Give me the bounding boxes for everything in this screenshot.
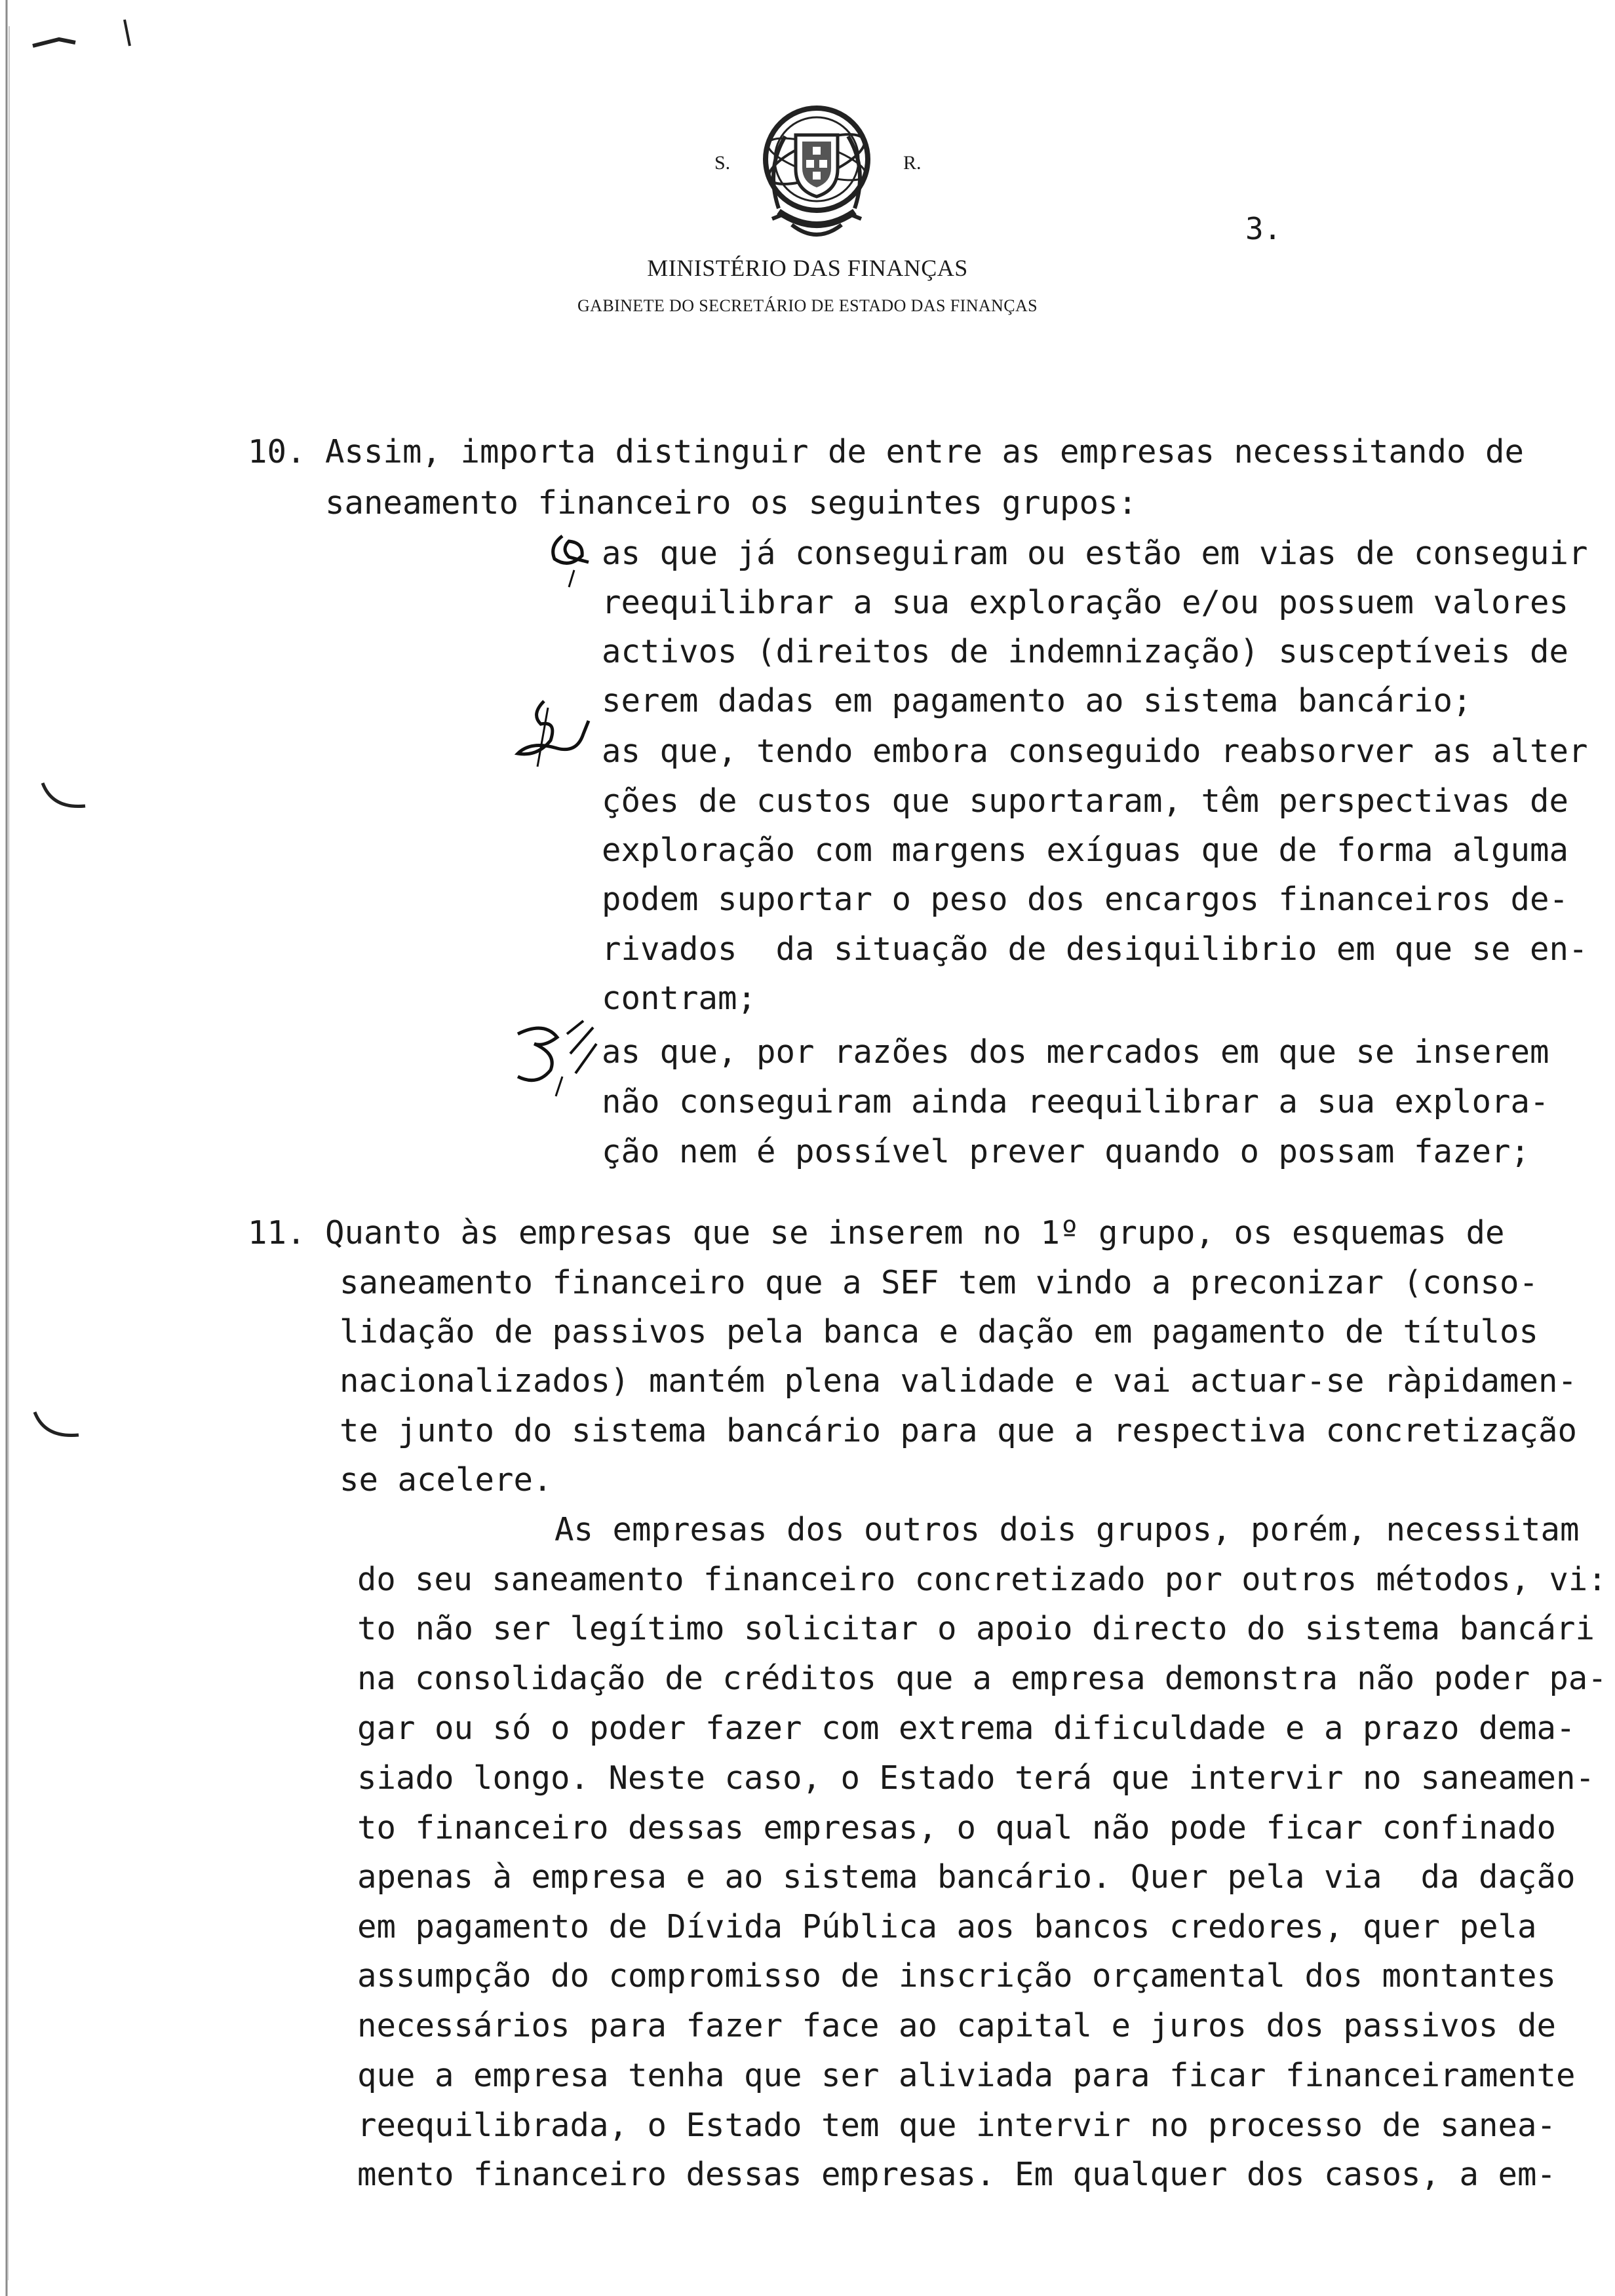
item-b-line: podem suportar o peso dos encargos financeiros de- bbox=[602, 881, 1569, 918]
item-c-line: não conseguiram ainda reequilibrar a sua explora- bbox=[602, 1083, 1549, 1120]
paragraph-11b-line: que a empresa tenha que ser aliviada para ficar financeiramente bbox=[357, 2057, 1576, 2094]
paragraph-11-line: saneamento financeiro que a SEF tem vindo a preconizar (conso- bbox=[340, 1264, 1539, 1301]
paragraph-11b-line: apenas à empresa e ao sistema bancário. Quer pela via da dação bbox=[357, 1858, 1576, 1896]
paragraph-10-line: saneamento financeiro os seguintes grupos: bbox=[248, 484, 1138, 522]
item-b-line: ções de custos que suportaram, têm perspectivas de bbox=[602, 782, 1569, 820]
corner-marks bbox=[26, 13, 157, 66]
item-a-line: reequilibrar a sua exploração e/ou possuem valores bbox=[602, 584, 1569, 621]
paragraph-11b-line: mento financeiro dessas empresas. Em qualquer dos casos, a em- bbox=[357, 2156, 1557, 2193]
page-number: 3. bbox=[1245, 211, 1282, 246]
paragraph-11-line: lidação de passivos pela banca e dação em pagamento de títulos bbox=[340, 1313, 1539, 1350]
paragraph-11b-line: to financeiro dessas empresas, o qual não pode ficar confinado bbox=[357, 1809, 1557, 1846]
item-c-line: ção nem é possível prever quando o possam fazer; bbox=[602, 1133, 1530, 1170]
punch-mark bbox=[39, 780, 92, 819]
item-a-line: as que já conseguiram ou estão em vias de conseguir bbox=[602, 535, 1588, 572]
paragraph-10-line: 10. Assim, importa distinguir de entre as empresas necessitando de bbox=[248, 433, 1525, 470]
item-b-line: exploração com margens exíguas que de forma alguma bbox=[602, 832, 1569, 869]
ministry-title: MINISTÉRIO DAS FINANÇAS bbox=[647, 255, 968, 281]
item-a-line: activos (direitos de indemnização) susceptíveis de bbox=[602, 633, 1569, 670]
paragraph-11-line: se acelere. bbox=[340, 1461, 553, 1499]
handwritten-item-c-marker bbox=[505, 1014, 603, 1103]
handwritten-item-a-marker bbox=[543, 529, 595, 592]
paragraph-11b-line: em pagamento de Dívida Pública aos bancos credores, quer pela bbox=[357, 1908, 1537, 1945]
item-b-line: as que, tendo embora conseguido reabsorver as alter bbox=[602, 733, 1588, 770]
item-a-line: serem dadas em pagamento ao sistema bancário; bbox=[602, 682, 1472, 719]
paragraph-11b-line: As empresas dos outros dois grupos, porém, necessitam bbox=[555, 1511, 1580, 1548]
paragraph-11b-line: na consolidação de créditos que a empresa demonstra não poder pa- bbox=[357, 1660, 1607, 1697]
item-c-line: as que, por razões dos mercados em que se inserem bbox=[602, 1033, 1549, 1071]
item-b-line: contram; bbox=[602, 980, 757, 1017]
letterhead-left-mark: S. bbox=[714, 152, 731, 174]
paragraph-11b-line: siado longo. Neste caso, o Estado terá que intervir no saneamen- bbox=[357, 1759, 1595, 1797]
paragraph-11-line: nacionalizados) mantém plena validade e vai actuar-se ràpidamen- bbox=[340, 1362, 1578, 1400]
scan-edge bbox=[0, 0, 14, 2296]
paragraph-11b-line: assumpção do compromisso de inscrição orçamental dos montantes bbox=[357, 1957, 1557, 1995]
paragraph-11b-line: necessários para fazer face ao capital e juros dos passivos de bbox=[357, 2007, 1557, 2044]
paragraph-11b-line: gar ou só o poder fazer com extrema dificuldade e a prazo dema- bbox=[357, 1710, 1576, 1747]
paragraph-11b-line: do seu saneamento financeiro concretizado por outros métodos, vi: bbox=[357, 1561, 1607, 1598]
paragraph-11-line: te junto do sistema bancário para que a respectiva concretização bbox=[340, 1412, 1578, 1449]
paragraph-11-line: 11. Quanto às empresas que se inserem no 1º grupo, os esquemas de bbox=[248, 1214, 1505, 1252]
letterhead-right-mark: R. bbox=[903, 152, 922, 174]
office-subtitle: GABINETE DO SECRETÁRIO DE ESTADO DAS FINANÇAS bbox=[577, 296, 1038, 315]
item-b-line: rivados da situação de desiquilibrio em que se en- bbox=[602, 930, 1588, 968]
paragraph-11b-line: to não ser legítimo solicitar o apoio directo do sistema bancári bbox=[357, 1610, 1595, 1647]
punch-mark bbox=[31, 1409, 84, 1448]
handwritten-item-b-marker bbox=[505, 695, 596, 776]
coat-of-arms-seal-icon bbox=[759, 97, 874, 248]
paragraph-11b-line: reequilibrada, o Estado tem que intervir no processo de sanea- bbox=[357, 2107, 1557, 2144]
